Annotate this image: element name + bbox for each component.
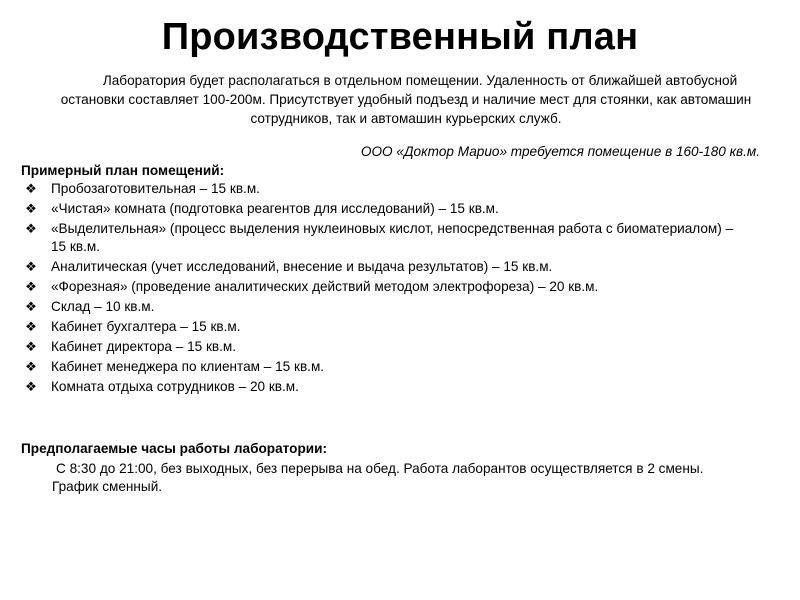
rooms-heading: Примерный план помещений: [21,163,225,178]
list-item [21,258,751,276]
list-item [21,338,751,356]
hours-heading: Предполагаемые часы работы лаборатории: [21,441,327,456]
diamond-bullet-icon: ❖ [25,259,37,274]
diamond-bullet-icon: ❖ [25,279,37,294]
list-item [21,378,751,396]
diamond-bullet-icon: ❖ [25,181,37,196]
company-space-requirement: ООО «Доктор Марио» требуется помещение в 160-180 кв.м. [360,144,760,159]
diamond-bullet-icon: ❖ [25,339,37,354]
room-text: Аналитическая (учет исследований, внесение и выдача результатов) – 15 кв.м. [51,259,553,274]
diamond-bullet-icon: ❖ [25,359,37,374]
list-item [21,298,751,316]
hours-paragraph: С 8:30 до 21:00, без выходных, без перерыва на обед. Работа лаборантов осуществляется в 2 смены. График сменный. [52,461,704,494]
room-text: Склад – 10 кв.м. [51,299,155,314]
diamond-bullet-icon: ❖ [25,319,37,334]
list-item [21,358,751,376]
rooms-list [21,180,751,398]
list-item [21,180,751,198]
list-item [21,220,751,256]
room-text: Кабинет менеджера по клиентам – 15 кв.м. [51,359,325,374]
room-text: Кабинет бухгалтера – 15 кв.м. [51,319,241,334]
list-item [21,318,751,336]
room-text: «Форезная» (проведение аналитических действий методом электрофореза) – 20 кв.м. [51,279,599,294]
room-text: «Выделительная» (процесс выделения нуклеиновых кислот, непосредственная работа с биоматериалом) – 15 кв.м. [51,221,734,254]
diamond-bullet-icon: ❖ [25,221,37,236]
slide-title: Производственный план [161,16,639,58]
room-text: Комната отдыха сотрудников – 20 кв.м. [51,379,299,394]
intro-paragraph [60,71,752,128]
diamond-bullet-icon: ❖ [25,299,37,314]
room-text: Кабинет директора – 15 кв.м. [51,339,237,354]
list-item [21,278,751,296]
diamond-bullet-icon: ❖ [25,379,37,394]
intro-text: Лаборатория будет располагаться в отдельном помещении. Удаленность от ближайшей автобусной остановки составляет 100-200м. Присутствует удобный подъезд и наличие мест для стоянки, как автомашин сотрудников, так и автомашин курьерских служб. [60,73,752,126]
diamond-bullet-icon: ❖ [25,201,37,216]
list-item [21,200,751,218]
room-text: «Чистая» комната (подготовка реагентов для исследований) – 15 кв.м. [51,201,499,216]
room-text: Пробозаготовительная – 15 кв.м. [51,181,260,196]
